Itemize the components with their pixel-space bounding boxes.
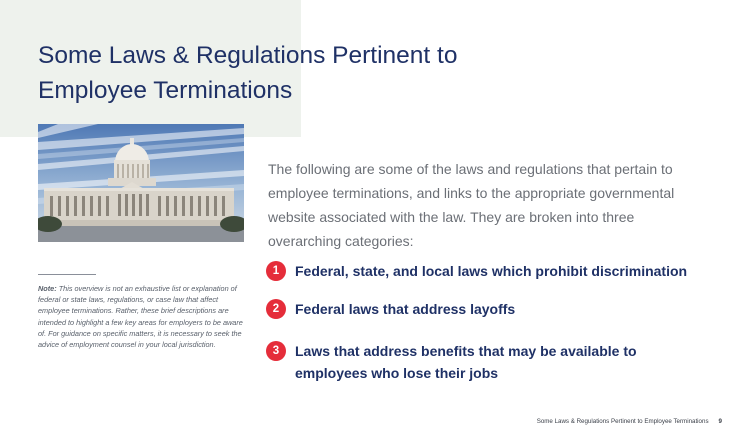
note-text: This overview is not an exhaustive list or explanation of federal or state laws, regulations, or case law that affect employee terminations. Rather, these brief descriptions are intended to highlight a few key areas for employers to be aware of. For guidance on specific matters, it is necessary to seek the advice of employment counsel in your local jurisdiction. bbox=[38, 284, 243, 350]
category-item-3 bbox=[266, 340, 665, 384]
note-label: Note: bbox=[38, 284, 57, 293]
disclaimer-note bbox=[38, 283, 243, 350]
us-capitol-photo-icon bbox=[38, 124, 244, 242]
note-divider bbox=[38, 274, 96, 275]
page-title: Some Laws & Regulations Pertinent to Employee Terminations bbox=[38, 42, 458, 104]
category-text: Federal laws that address layoffs bbox=[295, 301, 516, 317]
category-item-2 bbox=[266, 298, 715, 320]
number-badge: 2 bbox=[266, 299, 286, 319]
intro-paragraph: The following are some of the laws and regulations that pertain to employee terminations, and links to the appropriate governmental website associated with the law. They are broken into three overarching categories: bbox=[268, 161, 675, 249]
category-item-1 bbox=[266, 260, 715, 282]
page-number: 9 bbox=[718, 418, 722, 425]
page-footer bbox=[537, 418, 722, 425]
footer-title: Some Laws & Regulations Pertinent to Employee Terminations bbox=[536, 418, 709, 425]
category-text: Federal, state, and local laws which prohibit discrimination bbox=[295, 263, 688, 279]
number-badge: 3 bbox=[266, 341, 286, 361]
number-badge: 1 bbox=[266, 261, 286, 281]
category-text: Laws that address benefits that may be available to employees who lose their jobs bbox=[295, 343, 637, 381]
